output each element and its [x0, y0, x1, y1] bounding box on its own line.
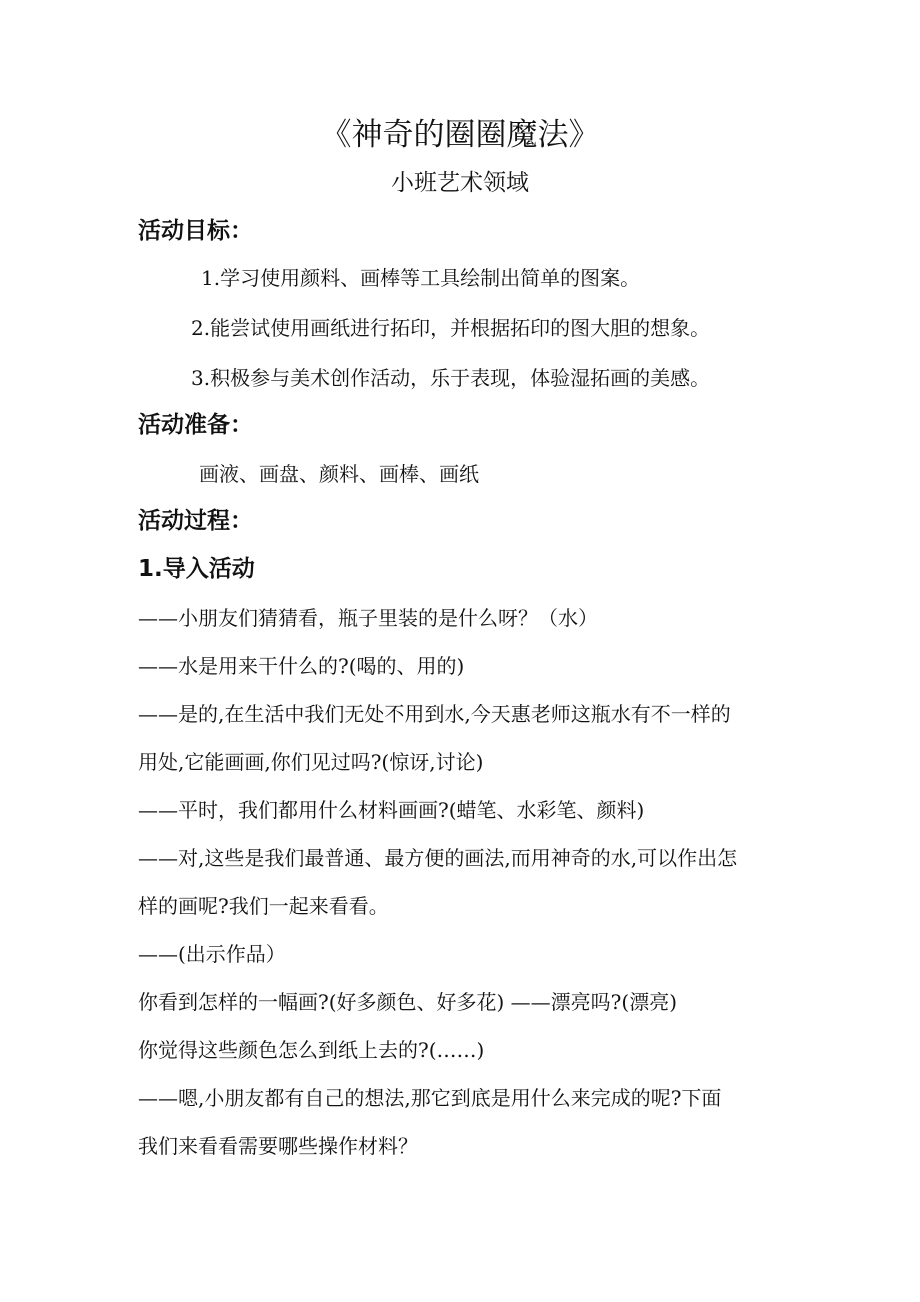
objective-item-3: 3.积极参与美术创作活动，乐于表现，体验湿拓画的美感。: [191, 366, 711, 390]
preparation-materials: 画液、画盘、颜料、画棒、画纸: [199, 462, 479, 486]
objective-item-1: 1.学习使用颜料、画棒等工具绘制出简单的图案。: [201, 266, 641, 290]
document-subtitle: 小班艺术领域: [391, 170, 529, 196]
process-line-8: ——(出示作品）: [138, 942, 286, 966]
process-line-11: ——嗯,小朋友都有自己的想法,那它到底是用什么来完成的呢?下面: [138, 1086, 722, 1110]
process-line-7: 样的画呢?我们一起来看看。: [138, 894, 389, 918]
process-line-4: 用处,它能画画,你们见过吗?(惊讶,讨论): [138, 750, 484, 774]
process-line-2: ——水是用来干什么的?(喝的、用的): [138, 654, 465, 678]
document-title: 《神奇的圈圈魔法》: [320, 117, 600, 153]
process-line-1: ——小朋友们猜猜看，瓶子里装的是什么呀？（水）: [138, 606, 598, 630]
step1-heading: 1.导入活动: [138, 556, 255, 582]
process-line-5: ——平时，我们都用什么材料画画?(蜡笔、水彩笔、颜料): [138, 798, 645, 822]
objective-item-2: 2.能尝试使用画纸进行拓印，并根据拓印的图大胆的想象。: [191, 316, 711, 340]
process-line-3: ——是的,在生活中我们无处不用到水,今天惠老师这瓶水有不一样的: [138, 702, 731, 726]
process-line-12: 我们来看看需要哪些操作材料？: [138, 1134, 418, 1158]
process-line-6: ——对,这些是我们最普通、最方便的画法,而用神奇的水,可以作出怎: [138, 846, 738, 870]
process-line-10: 你觉得这些颜色怎么到纸上去的?(……): [138, 1038, 485, 1062]
objectives-heading: 活动目标：: [138, 218, 253, 244]
preparation-heading: 活动准备：: [138, 412, 253, 438]
process-heading: 活动过程：: [138, 508, 253, 534]
process-line-9: 你看到怎样的一幅画?(好多颜色、好多花) ——漂亮吗?(漂亮): [138, 990, 678, 1014]
